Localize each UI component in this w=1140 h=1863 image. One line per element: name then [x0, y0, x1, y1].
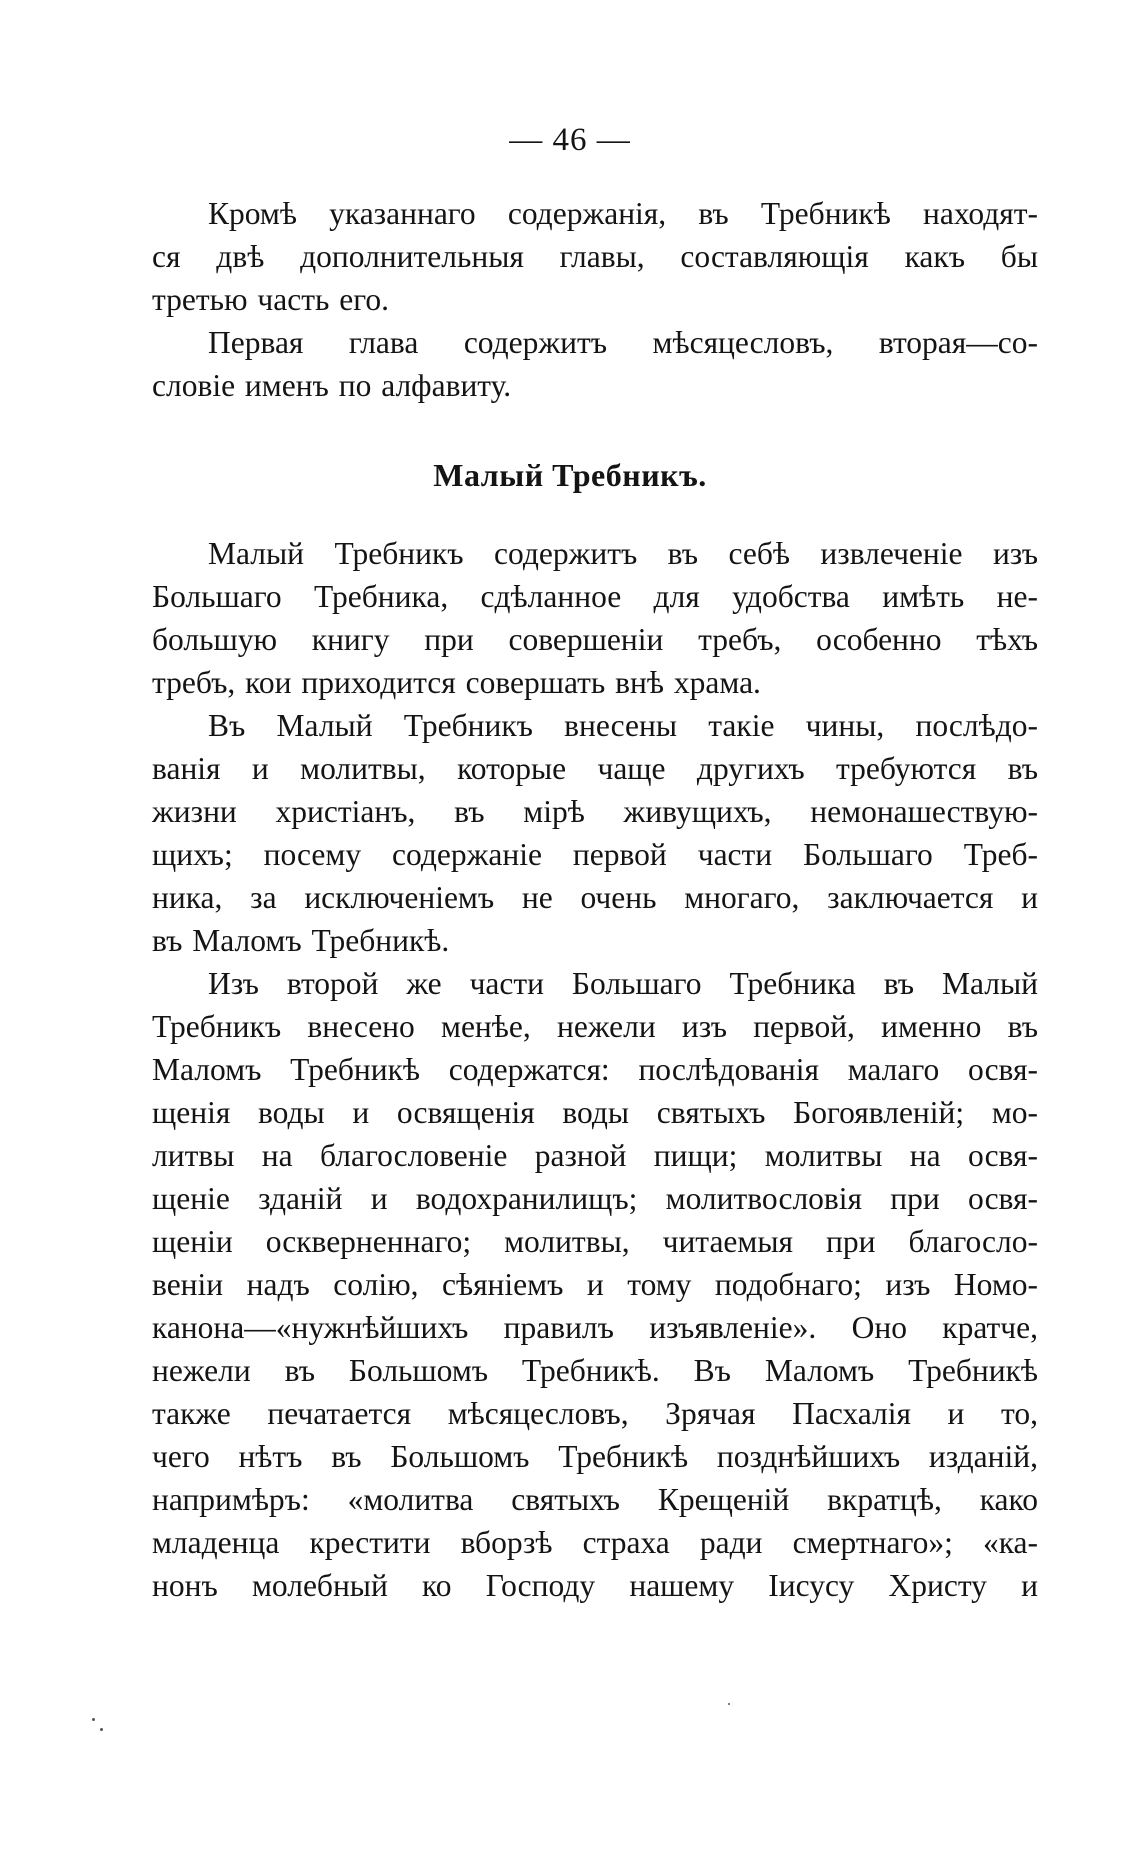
text-line: чего нѣтъ въ Большомъ Требникѣ позднѣйшихъ изданій, — [152, 1439, 1038, 1474]
text-line: младенца крестити вборзѣ страха ради смертнаго»; «ка- — [152, 1525, 1038, 1560]
text-line: также печатается мѣсяцесловъ, Зрячая Пасхалія и то, — [152, 1396, 1038, 1431]
intro-paragraph-1 — [152, 192, 1038, 321]
scan-speck — [100, 1728, 103, 1731]
text-line: Большаго Требника, сдѣланное для удобства имѣть не- — [152, 579, 1038, 614]
body-section — [152, 532, 1038, 1607]
text-line: веніи надъ солію, сѣяніемъ и тому подобнаго; изъ Номо- — [152, 1267, 1038, 1302]
scan-speck — [92, 1718, 95, 1721]
text-line: Въ Малый Требникъ внесены такіе чины, послѣдо- — [208, 708, 1038, 743]
text-line: ника, за исключеніемъ не очень многаго, заключается и — [152, 880, 1038, 915]
page-number: — 46 — — [509, 122, 631, 158]
body-paragraph-1 — [152, 532, 1038, 704]
text-line: Требникъ внесено менѣе, нежели изъ первой, именно въ — [152, 1009, 1038, 1044]
text-line: щенія воды и освященія воды святыхъ Богоявленій; мо- — [152, 1095, 1038, 1130]
text-line: ся двѣ дополнительныя главы, составляющія какъ бы — [152, 239, 1038, 274]
text-line: напримѣръ: «молитва святыхъ Крещеній вкратцѣ, како — [152, 1482, 1038, 1517]
text-line: канона—«нужнѣйшихъ правилъ изъявленіе». Оно кратче, — [152, 1310, 1038, 1345]
scan-speck — [728, 1703, 730, 1705]
intro-section — [152, 192, 1038, 407]
text-line: нонъ молебный ко Господу нашему Іисусу Христу и — [152, 1568, 1038, 1603]
text-line: требъ, кои приходится совершать внѣ храма. — [152, 665, 761, 700]
text-line: щихъ; посему содержаніе первой части Большаго Треб- — [152, 837, 1038, 872]
text-line: Малый Требникъ содержитъ въ себѣ извлеченіе изъ — [208, 536, 1038, 571]
text-line: въ Маломъ Требникѣ. — [152, 923, 450, 958]
text-line: литвы на благословеніе разной пищи; молитвы на освя- — [152, 1138, 1038, 1173]
text-line: большую книгу при совершеніи требъ, особенно тѣхъ — [152, 622, 1038, 657]
section-heading: Малый Требникъ. — [433, 457, 707, 493]
text-line: третью часть его. — [152, 282, 389, 317]
intro-paragraph-2 — [152, 321, 1038, 407]
text-line: жизни христіанъ, въ мірѣ живущихъ, немонашествую- — [152, 794, 1038, 829]
text-line: Первая глава содержитъ мѣсяцесловъ, вторая—со- — [208, 325, 1038, 360]
text-line: щеніе зданій и водохранилищъ; молитвословія при освя- — [152, 1181, 1038, 1216]
body-paragraph-2 — [152, 704, 1038, 962]
text-line: Изъ второй же части Большаго Требника въ Малый — [208, 966, 1038, 1001]
body-paragraph-3 — [152, 962, 1038, 1607]
text-line: ванія и молитвы, которые чаще другихъ требуются въ — [152, 751, 1038, 786]
text-line: щеніи оскверненнаго; молитвы, читаемыя при благосло- — [152, 1224, 1038, 1259]
text-line: словіе именъ по алфавиту. — [152, 368, 512, 403]
text-line: Маломъ Требникѣ содержатся: послѣдованія малаго освя- — [152, 1052, 1038, 1087]
text-line: Кромѣ указаннаго содержанія, въ Требникѣ находят- — [208, 196, 1038, 231]
text-line: нежели въ Большомъ Требникѣ. Въ Маломъ Требникѣ — [152, 1353, 1038, 1388]
